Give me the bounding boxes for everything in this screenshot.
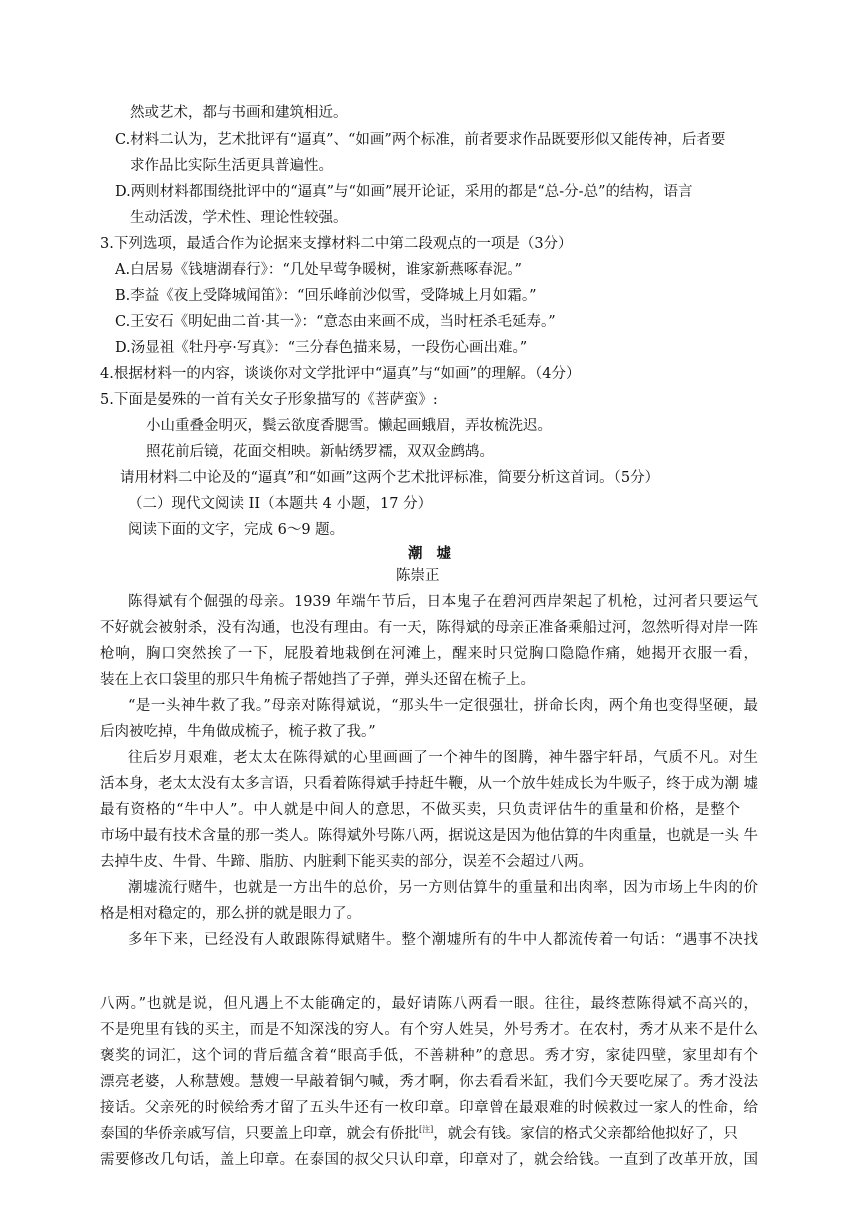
q4-stem: 4.根据材料一的内容，谈谈你对文学批评中“逼真”与“如画”的理解。（4分） [100,366,581,382]
q3-option-d: D.汤显祖《牡丹亭·写真》：“三分春色描来易，一段伤心画出难。” [115,340,528,356]
reading-instruction: 阅读下面的文字，完成 6～9 题。 [128,522,345,538]
section-heading: （二）现代文阅读 II（本题共 4 小题，17 分） [128,496,433,512]
article-line: 不是兜里有钱的买主，而是不知深浅的穷人。有个穷人姓吴，外号秀才。在农村，秀才从来不是什么 [100,1022,758,1038]
q2-option-d-line2: 生动活泼，学术性、理论性较强。 [130,210,348,226]
q5-poem-line1: 小山重叠金明灭，鬓云欲度香腮雪。懒起画蛾眉，弄妆梳洗迟。 [146,418,552,434]
q2-option-c-line1: C.材料二认为，艺术批评有“逼真”、“如画”两个标准，前者要求作品既要形似又能传神，后者要 [115,132,726,148]
q3-option-a: A.白居易《钱塘湖春行》：“几处早莺争暖树，谁家新燕啄春泥。” [115,262,522,278]
article-line: 漂亮老婆，人称慧嫂。慧嫂一早敲着铜勺喊，秀才啊，你去看看米缸，我们今天要吃屎了。秀才没法 [100,1074,758,1090]
q2-option-d-line1: D.两则材料都围绕批评中的“逼真”与“如画”展开论证，采用的都是“总-分-总”的结构，语言 [115,184,693,200]
article-author: 陈崇正 [396,568,440,584]
q3-option-c: C.王安石《明妃曲二首·其一》：“意态由来画不成，当时枉杀毛延寿。” [115,314,556,330]
article-line: 装在上衣口袋里的那只牛角梳子帮她挡了子弹，弹头还留在梳子上。 [100,672,535,688]
article-title: 潮墟 [408,545,465,562]
article-line: 活本身，老太太没有太多言语，只看着陈得斌手持赶牛鞭，从一个放牛娃成长为牛贩子，终于成为潮 墟 [100,776,758,792]
q5-stem: 5.下面是晏殊的一首有关女子形象描写的《菩萨蛮》: [100,392,438,408]
footnote-marker: [注] [419,1125,434,1135]
article-line-with-footnote [100,1124,738,1144]
article-line: 陈得斌有个倔强的母亲。1939 年端午节后，日本鬼子在碧河西岸架起了机枪，过河者只要运气 [128,594,758,610]
article-line: 后肉被吃掉，牛角做成梳子，梳子救了我。” [100,724,376,740]
q3-stem: 3.下列选项，最适合作为论据来支撑材料二中第二段观点的一项是（3分） [100,236,573,252]
q2-option-c-line2: 求作品比实际生活更具普遍性。 [130,158,333,174]
q2-option-b-continuation: 然或艺术，都与书画和建筑相近。 [130,105,348,121]
article-line: 八两。”也就是说，但凡遇上不太能确定的，最好请陈八两看一眼。往往，最终惹陈得斌不高兴的， [100,996,758,1012]
article-line: 最有资格的“牛中人”。中人就是中间人的意思，不做买卖，只负责评估牛的重量和价格，是整个 [100,802,740,818]
article-line: 往后岁月艰难，老太太在陈得斌的心里画画了一个神牛的图腾，神牛器宇轩昂，气质不凡。对生 [128,750,758,766]
q3-option-b: B.李益《夜上受降城闻笛》：“回乐峰前沙似雪，受降城上月如霜。” [115,288,537,304]
article-line: 去掉牛皮、牛骨、牛蹄、脂肪、内脏剩下能买卖的部分，误差不会超过八两。 [100,854,593,870]
article-line: 市场中最有技术含量的那一类人。陈得斌外号陈八两，据说这是因为他估算的牛肉重量，也就是一头 牛 [100,828,758,844]
article-text: 泰国的华侨亲戚写信，只要盖上印章，就会有侨批 [100,1126,419,1142]
q5-poem-line2: 照花前后镜，花面交相映。新帖绣罗襦，双双金鹧鸪。 [146,444,494,460]
article-line: 接话。父亲死的时候给秀才留了五头牛还有一枚印章。印章曾在最艰难的时候救过一家人的性命，给 [100,1100,758,1116]
article-line: 格是相对稳定的，那么拼的就是眼力了。 [100,906,361,922]
article-line: 枪响，胸口突然挨了一下，屁股着地栽倒在河滩上，醒来时只觉胸口隐隐作痛，她揭开衣服一看， [100,646,758,662]
article-line: 需要修改几句话，盖上印章。在泰国的叔父只认印章，印章对了，就会给钱。一直到了改革开放，国 [100,1152,758,1168]
article-line: 潮墟流行赌牛，也就是一方出牛的总价，另一方则估算牛的重量和出肉率，因为市场上牛肉的价 [128,880,758,896]
article-text: ，就会有钱。家信的格式父亲都给他拟好了，只 [433,1126,738,1142]
article-line: 不好就会被射杀，没有沟通，也没有理由。有一天，陈得斌的母亲正准备乘船过河，忽然听得对岸一阵 [100,620,758,636]
article-line: 褒奖的词汇，这个词的背后蕴含着“眼高手低，不善耕种”的意思。秀才穷，家徒四壁，家里却有个 [100,1048,758,1064]
article-line: 多年下来，已经没有人敢跟陈得斌赌牛。整个潮墟所有的牛中人都流传着一句话：“遇事不决找 [128,932,758,948]
q5-ask: 请用材料二中论及的“逼真”和“如画”这两个艺术批评标准，简要分析这首词。（5分） [120,470,660,486]
article-line: “是一头神牛救了我。”母亲对陈得斌说，“那头牛一定很强壮，拼命长肉，两个角也变得坚硬，最 [128,698,758,714]
